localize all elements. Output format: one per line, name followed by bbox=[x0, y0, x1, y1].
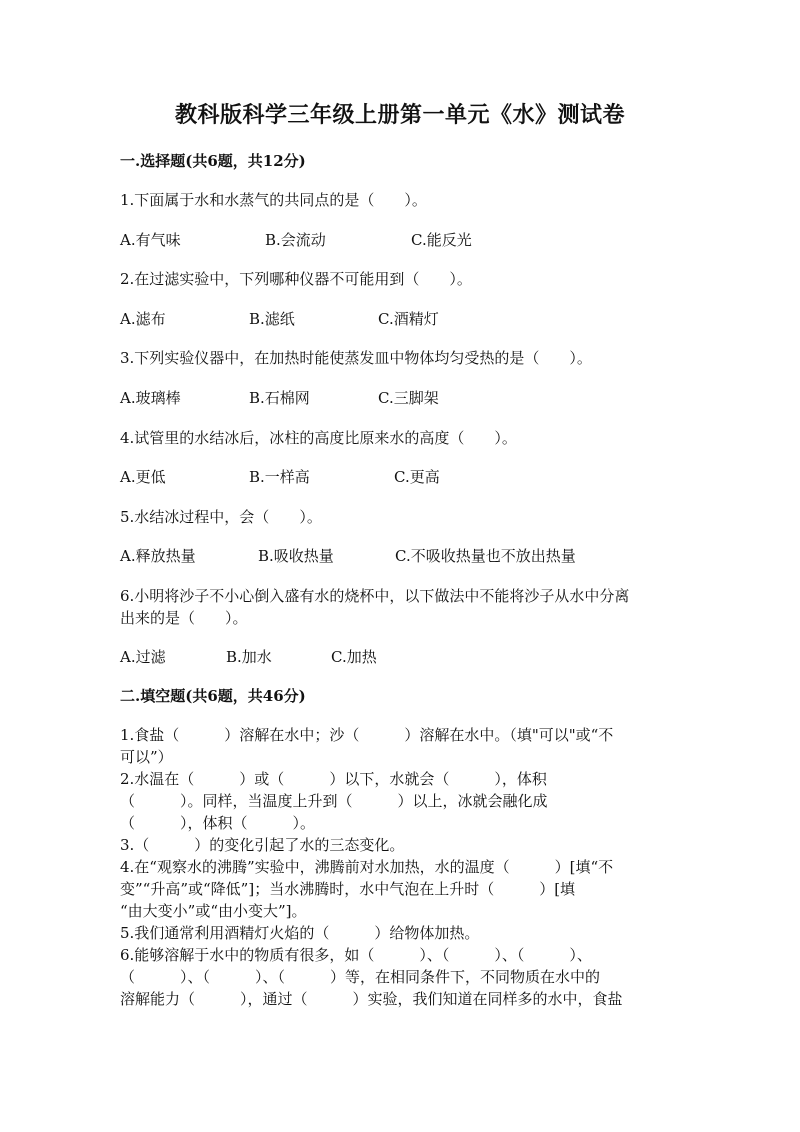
fill-blank-line: （ ），体积（ ）。 bbox=[120, 814, 316, 832]
question-5-text: 5.水结冰过程中，会（ ）。 bbox=[120, 508, 322, 526]
question-1-option-a: A.有气味 bbox=[120, 231, 181, 249]
fill-blank-line: 4.在“观察水的沸腾”实验中，沸腾前对水加热，水的温度（ ）[填“不 bbox=[120, 858, 614, 876]
question-3-option-b: B.石棉网 bbox=[249, 389, 310, 407]
question-6-option-a: A.过滤 bbox=[120, 648, 166, 666]
fill-blank-questions bbox=[120, 724, 680, 1010]
question-4-text: 4.试管里的水结冰后，冰柱的高度比原来水的高度（ ）。 bbox=[120, 429, 517, 447]
question-5-option-b: B.吸收热量 bbox=[258, 547, 334, 565]
question-3-option-a: A.玻璃棒 bbox=[120, 389, 181, 407]
question-6-text-line-1: 6.小明将沙子不小心倒入盛有水的烧杯中，以下做法中不能将沙子从水中分离 bbox=[120, 587, 630, 605]
question-4-option-a: A.更低 bbox=[120, 468, 166, 486]
question-2-option-b: B.滤纸 bbox=[249, 310, 295, 328]
question-4-option-b: B.一样高 bbox=[249, 468, 310, 486]
question-1-text: 1.下面属于水和水蒸气的共同点的是（ ）。 bbox=[120, 191, 427, 209]
question-3-text: 3.下列实验仪器中，在加热时能使蒸发皿中物体均匀受热的是（ ）。 bbox=[120, 349, 592, 367]
fill-blank-line: 1.食盐（ ）溶解在水中；沙（ ）溶解在水中。（填"可以"或“不 bbox=[120, 726, 614, 744]
question-2-option-c: C.酒精灯 bbox=[378, 310, 439, 328]
fill-blank-line: 2.水温在（ ）或（ ）以下，水就会（ ），体积 bbox=[120, 770, 547, 788]
question-1-option-b: B.会流动 bbox=[265, 231, 326, 249]
question-1-option-c: C.能反光 bbox=[411, 231, 472, 249]
fill-blank-line: 可以”） bbox=[120, 748, 173, 766]
question-2-text: 2.在过滤实验中，下列哪种仪器不可能用到（ ）。 bbox=[120, 270, 472, 288]
fill-blank-line: （ ）。同样，当温度上升到（ ）以上，冰就会融化成 bbox=[120, 792, 548, 810]
fill-blank-line: 3.（ ）的变化引起了水的三态变化。 bbox=[120, 836, 405, 854]
section-heading-fill-blank: 二.填空题(共6题，共46分) bbox=[120, 687, 306, 705]
section-heading-choice: 一.选择题(共6题，共12分) bbox=[120, 152, 306, 170]
question-6-option-c: C.加热 bbox=[331, 648, 377, 666]
question-6-text-line-2: 出来的是（ ）。 bbox=[120, 609, 248, 627]
fill-blank-line: 溶解能力（ ），通过（ ）实验，我们知道在同样多的水中，食盐 bbox=[120, 990, 623, 1008]
fill-blank-line: 6.能够溶解于水中的物质有很多，如（ ）、（ ）、（ ）、 bbox=[120, 946, 592, 964]
question-5-option-a: A.释放热量 bbox=[120, 547, 196, 565]
question-6-option-b: B.加水 bbox=[226, 648, 272, 666]
fill-blank-line: （ ）、（ ）、（ ）等，在相同条件下，不同物质在水中的 bbox=[120, 968, 601, 986]
question-4-option-c: C.更高 bbox=[394, 468, 440, 486]
question-3-option-c: C.三脚架 bbox=[378, 389, 439, 407]
fill-blank-line: 变”“升高”或“降低”]；当水沸腾时，水中气泡在上升时（ ）[填 bbox=[120, 880, 576, 898]
page-title: 教科版科学三年级上册第一单元《水》测试卷 bbox=[174, 102, 625, 128]
fill-blank-line: 5.我们通常利用酒精灯火焰的（ ）给物体加热。 bbox=[120, 924, 480, 942]
question-2-option-a: A.滤布 bbox=[120, 310, 166, 328]
fill-blank-line: “由大变小”或“由小变大”]。 bbox=[120, 902, 307, 920]
question-5-option-c: C.不吸收热量也不放出热量 bbox=[395, 547, 576, 565]
